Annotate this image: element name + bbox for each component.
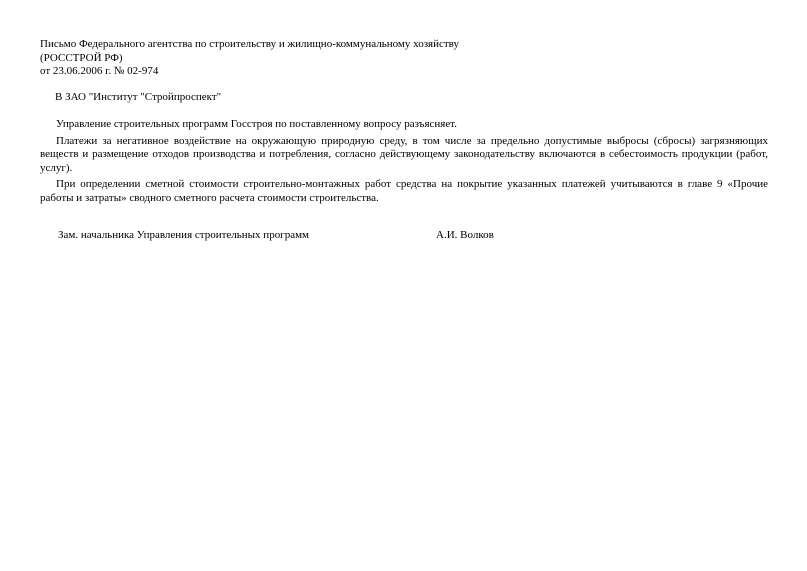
addressee: В ЗАО "Институт "Стройпроспект" — [55, 91, 222, 103]
letter-body — [40, 118, 768, 208]
signatory-position: Зам. начальника Управления строительных программ — [58, 229, 310, 241]
header-agency-abbr: (РОССТРОЙ РФ) — [40, 51, 123, 64]
signatory-name: А.И. Волков — [436, 229, 494, 241]
paragraph: При определении сметной стоимости строительно-монтажных работ средства на покрытие указанных платежей учитываются в главе 9 «Прочие работы и затраты» сводного сметного расчета стоимости строительства. — [40, 178, 768, 204]
header-title: Письмо Федерального агентства по строительству и жилищно-коммунальному хозяйству — [40, 38, 459, 50]
document-header — [40, 38, 780, 79]
paragraph: Управление строительных программ Госстроя по поставленному вопросу разъясняет. — [56, 118, 457, 130]
header-date-number: от 23.06.2006 г. № 02-974 — [40, 65, 159, 77]
signature-block — [0, 229, 807, 243]
paragraph: Платежи за негативное воздействие на окружающую природную среду, в том числе за предельно допустимые выбросы (сбросы) загрязняющих веществ и размещение отходов производства и потребления, согласно действующему законодательству включаются в себестоимость продукции (работ, услуг). — [40, 134, 768, 174]
